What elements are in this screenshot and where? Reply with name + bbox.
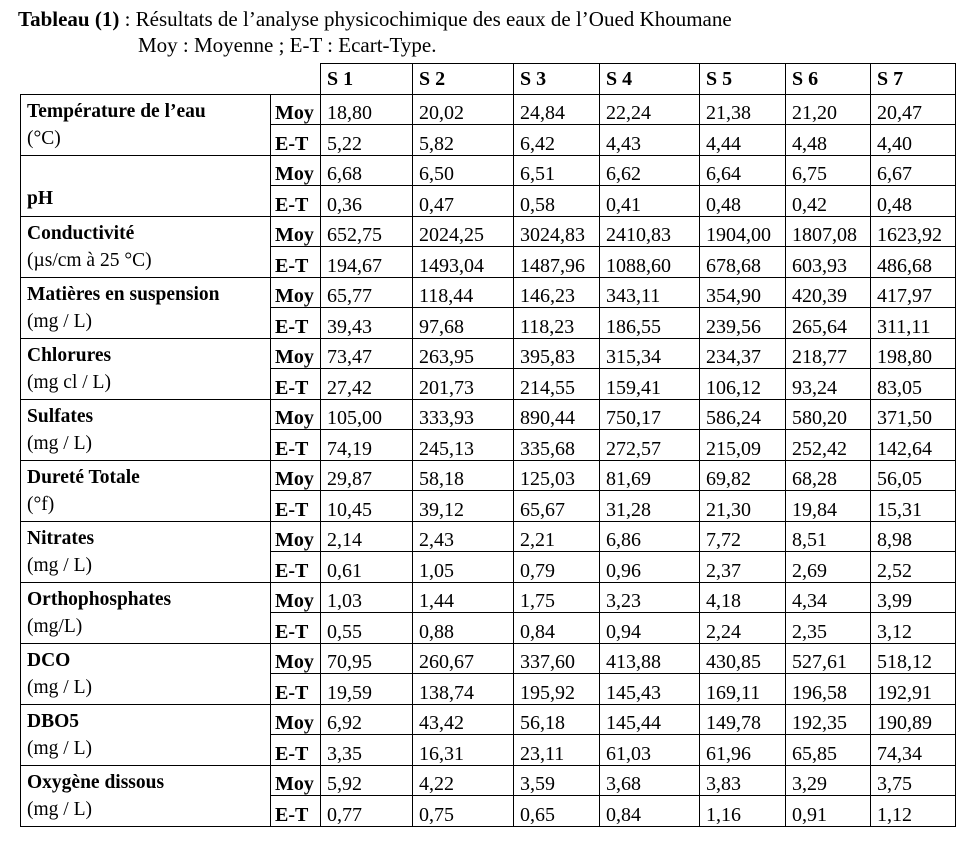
mean-value-cell: 1,44	[413, 582, 514, 613]
sd-value-cell: 2,52	[871, 552, 956, 583]
mean-value-cell: 81,69	[600, 460, 700, 491]
sd-value-cell: 215,09	[700, 430, 786, 461]
sd-value-cell: 196,58	[786, 674, 871, 705]
sd-value-cell: 214,55	[514, 369, 600, 400]
mean-value-cell: 2024,25	[413, 216, 514, 247]
mean-value-cell: 2,43	[413, 521, 514, 552]
sd-value-cell: 74,34	[871, 735, 956, 766]
mean-value-cell: 20,02	[413, 94, 514, 125]
table-row	[21, 643, 956, 674]
parameter-unit: (°f)	[27, 493, 55, 515]
parameter-unit: (mg cl / L)	[27, 371, 111, 393]
parameter-cell	[21, 643, 271, 704]
parameter-unit: (mg / L)	[27, 554, 92, 576]
sd-value-cell: 4,48	[786, 125, 871, 156]
mean-value-cell: 3,59	[514, 765, 600, 796]
sd-value-cell: 15,31	[871, 491, 956, 522]
sd-value-cell: 186,55	[600, 308, 700, 339]
mean-value-cell: 2,14	[321, 521, 413, 552]
parameter-cell	[21, 582, 271, 643]
station-header: S 4	[600, 64, 700, 95]
table-caption	[18, 6, 732, 58]
parameter-cell	[21, 338, 271, 399]
parameter-unit: (°C)	[27, 127, 61, 149]
sd-value-cell: 3,35	[321, 735, 413, 766]
stat-label-et: E-T	[271, 613, 321, 644]
mean-value-cell: 1623,92	[871, 216, 956, 247]
parameter-cell	[21, 765, 271, 826]
sd-value-cell: 142,64	[871, 430, 956, 461]
parameter-unit: (mg / L)	[27, 798, 92, 820]
sd-value-cell: 0,84	[514, 613, 600, 644]
table-row	[21, 704, 956, 735]
caption-legend: Moy : Moyenne ; E-T : Ecart-Type.	[138, 33, 437, 57]
mean-value-cell: 6,64	[700, 155, 786, 186]
sd-value-cell: 0,42	[786, 186, 871, 217]
sd-value-cell: 0,55	[321, 613, 413, 644]
mean-value-cell: 56,05	[871, 460, 956, 491]
mean-value-cell: 58,18	[413, 460, 514, 491]
sd-value-cell: 0,36	[321, 186, 413, 217]
sd-value-cell: 252,42	[786, 430, 871, 461]
sd-value-cell: 1,05	[413, 552, 514, 583]
mean-value-cell: 2410,83	[600, 216, 700, 247]
parameter-name: Oxygène dissous	[27, 771, 165, 793]
sd-value-cell: 138,74	[413, 674, 514, 705]
mean-value-cell: 4,22	[413, 765, 514, 796]
mean-value-cell: 198,80	[871, 338, 956, 369]
table-row	[21, 521, 956, 552]
sd-value-cell: 27,42	[321, 369, 413, 400]
sd-value-cell: 0,94	[600, 613, 700, 644]
mean-value-cell: 430,85	[700, 643, 786, 674]
table-row	[21, 94, 956, 125]
mean-value-cell: 18,80	[321, 94, 413, 125]
parameter-cell	[21, 216, 271, 277]
sd-value-cell: 201,73	[413, 369, 514, 400]
sd-value-cell: 0,77	[321, 796, 413, 827]
caption-title-line	[18, 6, 732, 32]
stat-label-moy: Moy	[271, 277, 321, 308]
mean-value-cell: 343,11	[600, 277, 700, 308]
sd-value-cell: 0,61	[321, 552, 413, 583]
mean-value-cell: 7,72	[700, 521, 786, 552]
stat-label-moy: Moy	[271, 155, 321, 186]
sd-value-cell: 0,58	[514, 186, 600, 217]
sd-value-cell: 145,43	[600, 674, 700, 705]
sd-value-cell: 2,35	[786, 613, 871, 644]
sd-value-cell: 4,44	[700, 125, 786, 156]
mean-value-cell: 6,92	[321, 704, 413, 735]
sd-value-cell: 93,24	[786, 369, 871, 400]
stat-label-moy: Moy	[271, 643, 321, 674]
parameter-name: Sulfates	[27, 405, 94, 427]
sd-value-cell: 4,43	[600, 125, 700, 156]
sd-value-cell: 335,68	[514, 430, 600, 461]
sd-value-cell: 61,96	[700, 735, 786, 766]
sd-value-cell: 16,31	[413, 735, 514, 766]
parameter-name: pH	[27, 187, 54, 209]
table-row	[21, 216, 956, 247]
caption-label: Tableau (1)	[18, 7, 120, 31]
sd-value-cell: 0,48	[871, 186, 956, 217]
mean-value-cell: 8,51	[786, 521, 871, 552]
stat-label-moy: Moy	[271, 582, 321, 613]
mean-value-cell: 234,37	[700, 338, 786, 369]
mean-value-cell: 263,95	[413, 338, 514, 369]
sd-value-cell: 19,84	[786, 491, 871, 522]
mean-value-cell: 22,24	[600, 94, 700, 125]
parameter-cell	[21, 704, 271, 765]
sd-value-cell: 83,05	[871, 369, 956, 400]
sd-value-cell: 4,40	[871, 125, 956, 156]
parameter-name: Chlorures	[27, 344, 112, 366]
results-table	[20, 63, 956, 827]
mean-value-cell: 70,95	[321, 643, 413, 674]
parameter-cell	[21, 155, 271, 216]
table-row	[21, 582, 956, 613]
mean-value-cell: 2,21	[514, 521, 600, 552]
sd-value-cell: 0,96	[600, 552, 700, 583]
mean-value-cell: 8,98	[871, 521, 956, 552]
sd-value-cell: 39,12	[413, 491, 514, 522]
stat-label-et: E-T	[271, 491, 321, 522]
mean-value-cell: 890,44	[514, 399, 600, 430]
table-row	[21, 155, 956, 186]
sd-value-cell: 1,12	[871, 796, 956, 827]
sd-value-cell: 169,11	[700, 674, 786, 705]
sd-value-cell: 2,37	[700, 552, 786, 583]
mean-value-cell: 4,34	[786, 582, 871, 613]
mean-value-cell: 1,03	[321, 582, 413, 613]
sd-value-cell: 311,11	[871, 308, 956, 339]
mean-value-cell: 3,99	[871, 582, 956, 613]
table-body	[21, 94, 956, 826]
stat-label-moy: Moy	[271, 460, 321, 491]
sd-value-cell: 195,92	[514, 674, 600, 705]
sd-value-cell: 272,57	[600, 430, 700, 461]
stat-label-et: E-T	[271, 186, 321, 217]
mean-value-cell: 24,84	[514, 94, 600, 125]
mean-value-cell: 73,47	[321, 338, 413, 369]
parameter-unit: (mg / L)	[27, 432, 92, 454]
sd-value-cell: 0,84	[600, 796, 700, 827]
sd-value-cell: 603,93	[786, 247, 871, 278]
header-corner	[21, 64, 321, 95]
stat-label-moy: Moy	[271, 704, 321, 735]
mean-value-cell: 750,17	[600, 399, 700, 430]
sd-value-cell: 6,42	[514, 125, 600, 156]
mean-value-cell: 3,29	[786, 765, 871, 796]
mean-value-cell: 652,75	[321, 216, 413, 247]
mean-value-cell: 3,83	[700, 765, 786, 796]
mean-value-cell: 145,44	[600, 704, 700, 735]
sd-value-cell: 0,91	[786, 796, 871, 827]
mean-value-cell: 1807,08	[786, 216, 871, 247]
mean-value-cell: 4,18	[700, 582, 786, 613]
parameter-cell	[21, 521, 271, 582]
mean-value-cell: 260,67	[413, 643, 514, 674]
sd-value-cell: 0,48	[700, 186, 786, 217]
mean-value-cell: 1904,00	[700, 216, 786, 247]
mean-value-cell: 105,00	[321, 399, 413, 430]
mean-value-cell: 3,23	[600, 582, 700, 613]
mean-value-cell: 518,12	[871, 643, 956, 674]
mean-value-cell: 420,39	[786, 277, 871, 308]
parameter-unit: (mg / L)	[27, 676, 92, 698]
sd-value-cell: 61,03	[600, 735, 700, 766]
table-row	[21, 399, 956, 430]
sd-value-cell: 1,16	[700, 796, 786, 827]
mean-value-cell: 43,42	[413, 704, 514, 735]
mean-value-cell: 3,75	[871, 765, 956, 796]
stat-label-et: E-T	[271, 735, 321, 766]
mean-value-cell: 6,86	[600, 521, 700, 552]
parameter-name: Matières en suspension	[27, 283, 220, 305]
sd-value-cell: 74,19	[321, 430, 413, 461]
sd-value-cell: 192,91	[871, 674, 956, 705]
mean-value-cell: 5,92	[321, 765, 413, 796]
mean-value-cell: 29,87	[321, 460, 413, 491]
mean-value-cell: 6,50	[413, 155, 514, 186]
mean-value-cell: 56,18	[514, 704, 600, 735]
sd-value-cell: 21,30	[700, 491, 786, 522]
mean-value-cell: 337,60	[514, 643, 600, 674]
stat-label-et: E-T	[271, 674, 321, 705]
parameter-name: Dureté Totale	[27, 466, 140, 488]
sd-value-cell: 245,13	[413, 430, 514, 461]
sd-value-cell: 0,41	[600, 186, 700, 217]
parameter-unit: (mg / L)	[27, 737, 92, 759]
mean-value-cell: 580,20	[786, 399, 871, 430]
parameter-name: Température de l’eau	[27, 100, 206, 122]
sd-value-cell: 194,67	[321, 247, 413, 278]
mean-value-cell: 333,93	[413, 399, 514, 430]
sd-value-cell: 10,45	[321, 491, 413, 522]
mean-value-cell: 395,83	[514, 338, 600, 369]
mean-value-cell: 6,75	[786, 155, 871, 186]
parameter-unit: (mg / L)	[27, 310, 92, 332]
station-header: S 2	[413, 64, 514, 95]
sd-value-cell: 1493,04	[413, 247, 514, 278]
sd-value-cell: 0,75	[413, 796, 514, 827]
parameter-unit: (mg/L)	[27, 615, 83, 637]
sd-value-cell: 1487,96	[514, 247, 600, 278]
stat-label-et: E-T	[271, 552, 321, 583]
sd-value-cell: 0,79	[514, 552, 600, 583]
stat-label-et: E-T	[271, 308, 321, 339]
parameter-cell	[21, 277, 271, 338]
sd-value-cell: 31,28	[600, 491, 700, 522]
parameter-name: DBO5	[27, 710, 80, 732]
sd-value-cell: 239,56	[700, 308, 786, 339]
mean-value-cell: 192,35	[786, 704, 871, 735]
station-header: S 5	[700, 64, 786, 95]
parameter-name: DCO	[27, 649, 71, 671]
sd-value-cell: 65,85	[786, 735, 871, 766]
sd-value-cell: 1088,60	[600, 247, 700, 278]
mean-value-cell: 586,24	[700, 399, 786, 430]
mean-value-cell: 65,77	[321, 277, 413, 308]
stat-label-et: E-T	[271, 796, 321, 827]
mean-value-cell: 218,77	[786, 338, 871, 369]
caption-title: : Résultats de l’analyse physicochimique des eaux de l’Oued Khoumane	[119, 7, 732, 31]
table-row	[21, 277, 956, 308]
mean-value-cell: 21,20	[786, 94, 871, 125]
mean-value-cell: 371,50	[871, 399, 956, 430]
table-row	[21, 765, 956, 796]
mean-value-cell: 6,68	[321, 155, 413, 186]
stat-label-moy: Moy	[271, 338, 321, 369]
sd-value-cell: 97,68	[413, 308, 514, 339]
sd-value-cell: 118,23	[514, 308, 600, 339]
sd-value-cell: 23,11	[514, 735, 600, 766]
sd-value-cell: 5,22	[321, 125, 413, 156]
mean-value-cell: 68,28	[786, 460, 871, 491]
sd-value-cell: 106,12	[700, 369, 786, 400]
mean-value-cell: 149,78	[700, 704, 786, 735]
mean-value-cell: 413,88	[600, 643, 700, 674]
sd-value-cell: 2,69	[786, 552, 871, 583]
sd-value-cell: 159,41	[600, 369, 700, 400]
stat-label-et: E-T	[271, 125, 321, 156]
stat-label-et: E-T	[271, 369, 321, 400]
table-row	[21, 460, 956, 491]
stat-label-moy: Moy	[271, 765, 321, 796]
mean-value-cell: 118,44	[413, 277, 514, 308]
station-header: S 3	[514, 64, 600, 95]
stat-label-moy: Moy	[271, 94, 321, 125]
mean-value-cell: 21,38	[700, 94, 786, 125]
sd-value-cell: 39,43	[321, 308, 413, 339]
station-header: S 6	[786, 64, 871, 95]
mean-value-cell: 20,47	[871, 94, 956, 125]
parameter-cell	[21, 94, 271, 155]
stat-label-et: E-T	[271, 430, 321, 461]
mean-value-cell: 6,67	[871, 155, 956, 186]
mean-value-cell: 6,51	[514, 155, 600, 186]
sd-value-cell: 265,64	[786, 308, 871, 339]
station-header: S 1	[321, 64, 413, 95]
parameter-name: Conductivité	[27, 222, 135, 244]
mean-value-cell: 315,34	[600, 338, 700, 369]
sd-value-cell: 2,24	[700, 613, 786, 644]
table-row	[21, 338, 956, 369]
station-header: S 7	[871, 64, 956, 95]
stat-label-et: E-T	[271, 247, 321, 278]
sd-value-cell: 3,12	[871, 613, 956, 644]
mean-value-cell: 417,97	[871, 277, 956, 308]
parameter-unit: (µs/cm à 25 °C)	[27, 249, 152, 271]
mean-value-cell: 69,82	[700, 460, 786, 491]
sd-value-cell: 486,68	[871, 247, 956, 278]
parameter-cell	[21, 460, 271, 521]
mean-value-cell: 3,68	[600, 765, 700, 796]
sd-value-cell: 65,67	[514, 491, 600, 522]
sd-value-cell: 5,82	[413, 125, 514, 156]
parameter-name: Nitrates	[27, 527, 95, 549]
mean-value-cell: 146,23	[514, 277, 600, 308]
sd-value-cell: 19,59	[321, 674, 413, 705]
stat-label-moy: Moy	[271, 521, 321, 552]
stat-label-moy: Moy	[271, 216, 321, 247]
sd-value-cell: 0,47	[413, 186, 514, 217]
mean-value-cell: 1,75	[514, 582, 600, 613]
sd-value-cell: 678,68	[700, 247, 786, 278]
mean-value-cell: 6,62	[600, 155, 700, 186]
parameter-cell	[21, 399, 271, 460]
parameter-name: Orthophosphates	[27, 588, 172, 610]
sd-value-cell: 0,65	[514, 796, 600, 827]
stat-label-moy: Moy	[271, 399, 321, 430]
mean-value-cell: 190,89	[871, 704, 956, 735]
sd-value-cell: 0,88	[413, 613, 514, 644]
header-row	[21, 64, 956, 95]
mean-value-cell: 527,61	[786, 643, 871, 674]
mean-value-cell: 125,03	[514, 460, 600, 491]
mean-value-cell: 354,90	[700, 277, 786, 308]
mean-value-cell: 3024,83	[514, 216, 600, 247]
